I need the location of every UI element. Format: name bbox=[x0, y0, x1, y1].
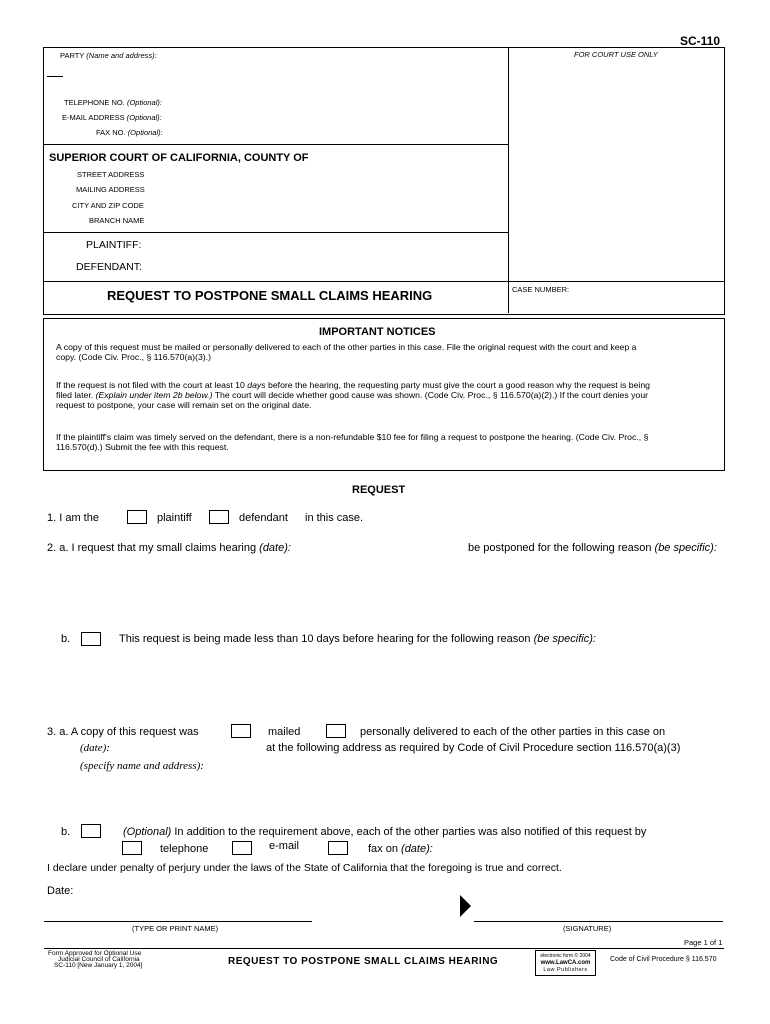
page-number: Page 1 of 1 bbox=[684, 938, 723, 947]
divider-title bbox=[43, 281, 724, 282]
case-number-label: CASE NUMBER: bbox=[512, 285, 570, 294]
party-name-field[interactable] bbox=[60, 62, 500, 92]
specify-address-label: (specify name and address): bbox=[80, 760, 204, 772]
code-citation: Code of Civil Procedure § 116.570 bbox=[610, 956, 717, 963]
party-label: PARTY (Name and address): bbox=[60, 51, 157, 60]
late-request-checkbox[interactable] bbox=[81, 632, 101, 646]
late-reason-field[interactable] bbox=[62, 650, 712, 715]
reason-field[interactable] bbox=[62, 558, 712, 628]
lawca-line-3: Law Publishers bbox=[543, 967, 588, 973]
hearing-date-field[interactable] bbox=[302, 540, 462, 554]
lawca-line-1: electronic form © 2004 bbox=[540, 953, 591, 959]
court-use-divider bbox=[508, 47, 509, 313]
address-field[interactable] bbox=[80, 776, 710, 821]
street-address-label: STREET ADDRESS bbox=[77, 170, 145, 179]
notice-1: A copy of this request must be mailed or personally delivered to each of the other parties in this case. File the original request with the court and keep a copy. (Code Civ. Proc., § 116.570(a)(3).) bbox=[56, 342, 637, 362]
defendant-option: defendant bbox=[239, 512, 288, 524]
personally-delivered-checkbox[interactable] bbox=[326, 724, 346, 738]
divider-party bbox=[43, 144, 508, 145]
in-case-text: in this case. bbox=[305, 512, 364, 524]
personally-delivered-option: personally delivered to each of the other parties in this case on bbox=[360, 726, 666, 738]
item3b-text: (Optional) In addition to the requirement above, each of the other parties was also notified of this request by bbox=[123, 826, 647, 838]
fax-checkbox[interactable] bbox=[328, 841, 348, 855]
defendant-checkbox[interactable] bbox=[209, 510, 229, 524]
fax-label: FAX NO. (Optional): bbox=[96, 128, 163, 137]
email-option: e-mail bbox=[269, 840, 299, 852]
email-checkbox[interactable] bbox=[232, 841, 252, 855]
fax-option: fax on (date): bbox=[368, 843, 433, 855]
notice-3: If the plaintiff's claim was timely served on the defendant, there is a non-refundable $10 fee for filing a request to postpone the hearing. (Code Civ. Proc., § 116.570(d).) Submit the fee with this request. bbox=[56, 432, 649, 452]
plaintiff-option: plaintiff bbox=[157, 512, 192, 524]
divider-court bbox=[43, 232, 508, 233]
approved-line-3: SC-110 [New January 1, 2004] bbox=[54, 962, 143, 969]
printed-name-line bbox=[44, 921, 312, 922]
plaintiff-checkbox[interactable] bbox=[127, 510, 147, 524]
service-date-field[interactable] bbox=[112, 740, 252, 754]
signature-line bbox=[474, 921, 723, 922]
form-title: REQUEST TO POSTPONE SMALL CLAIMS HEARING bbox=[107, 288, 433, 303]
item1-label: 1. I am the bbox=[47, 512, 99, 524]
address-requirement-text: at the following address as required by Code of Civil Procedure section 116.570(a)(3) bbox=[266, 742, 681, 754]
item2b-text: This request is being made less than 10 days before hearing for the following reason (be specific): bbox=[119, 633, 596, 645]
telephone-option: telephone bbox=[160, 843, 209, 855]
court-name: SUPERIOR COURT OF CALIFORNIA, COUNTY OF bbox=[49, 152, 309, 164]
notices-heading: IMPORTANT NOTICES bbox=[319, 326, 436, 338]
request-heading: REQUEST bbox=[352, 484, 406, 496]
date-label: Date: bbox=[47, 885, 74, 897]
item2b-label: b. bbox=[61, 633, 71, 645]
declaration-text: I declare under penalty of perjury under the laws of the State of California that the foregoing is true and correct. bbox=[47, 862, 562, 874]
footer-rule bbox=[44, 948, 724, 949]
approved-line-2: Judicial Council of California bbox=[58, 956, 140, 963]
city-zip-label: CITY AND ZIP CODE bbox=[72, 201, 144, 210]
item2a-text: 2. a. I request that my small claims hearing (date): bbox=[47, 542, 291, 554]
printed-name-field[interactable] bbox=[44, 900, 312, 920]
signature-label: (SIGNATURE) bbox=[563, 924, 612, 933]
type-print-name-label: (TYPE OR PRINT NAME) bbox=[132, 924, 219, 933]
notice-2: If the request is not filed with the court at least 10 days before the hearing, the requesting party must give the court a good reason why the request is being filed later. (Explain under item 2b below.) The court will decide whether good cause was shown. (Code Civ. Proc., § 116.570(a)(2).) If the court denies your request to postpone, your case will remain set on the original date. bbox=[56, 380, 651, 410]
optional-notice-checkbox[interactable] bbox=[81, 824, 101, 838]
item2a-postponed: be postponed for the following reason (be specific): bbox=[468, 542, 717, 554]
telephone-checkbox[interactable] bbox=[122, 841, 142, 855]
plaintiff-label: PLAINTIFF: bbox=[86, 239, 142, 251]
signature-field[interactable] bbox=[474, 898, 722, 920]
lawca-logo bbox=[535, 950, 596, 976]
service-date-label: (date): bbox=[80, 742, 110, 754]
signature-arrow-icon bbox=[460, 895, 471, 917]
declaration-date-field[interactable] bbox=[76, 883, 276, 897]
footer-title: REQUEST TO POSTPONE SMALL CLAIMS HEARING bbox=[228, 956, 499, 967]
mailed-option: mailed bbox=[268, 726, 301, 738]
branch-name-label: BRANCH NAME bbox=[89, 216, 145, 225]
lawca-line-2: www.LawCA.com bbox=[540, 960, 591, 966]
item3a-text: 3. a. A copy of this request was bbox=[47, 726, 199, 738]
form-number: SC-110 bbox=[680, 34, 721, 48]
mailed-checkbox[interactable] bbox=[231, 724, 251, 738]
telephone-label: TELEPHONE NO. (Optional): bbox=[64, 98, 162, 107]
email-label: E-MAIL ADDRESS (Optional): bbox=[62, 113, 162, 122]
for-court-use-label: FOR COURT USE ONLY bbox=[574, 50, 658, 59]
approved-line-1: Form Approved for Optional Use bbox=[48, 950, 142, 957]
mailing-address-label: MAILING ADDRESS bbox=[76, 185, 145, 194]
item3b-label: b. bbox=[61, 826, 71, 838]
defendant-label: DEFENDANT: bbox=[76, 261, 142, 273]
